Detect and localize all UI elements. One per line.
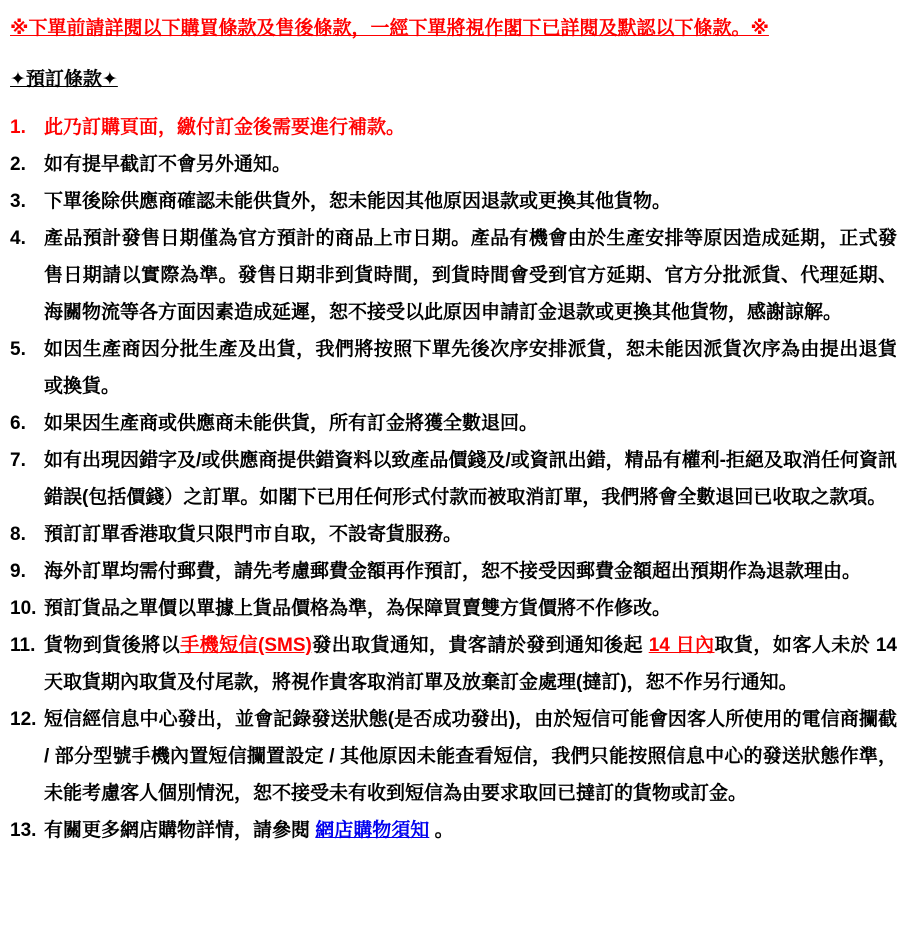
term-item-9: [10, 553, 897, 590]
term-segment: 海外訂單均需付郵費，請先考慮郵費金額再作預訂，恕不接受因郵費金額超出預期作為退款理由。: [44, 561, 862, 582]
term-number: 4.: [10, 228, 26, 249]
term-number: 13.: [10, 820, 37, 841]
term-segment: 預訂貨品之單價以單據上貨品價格為準，為保障買賣雙方貨價將不作修改。: [44, 598, 672, 619]
term-text: [44, 812, 897, 849]
term-number: 6.: [10, 413, 26, 434]
term-text: [44, 590, 897, 627]
term-number: 11.: [10, 635, 36, 656]
term-text: [44, 109, 897, 146]
term-number: 5.: [10, 339, 26, 360]
term-item-13: [10, 812, 897, 849]
term-number: 10.: [10, 598, 37, 619]
preorder-terms-title: ✦預訂條款✦: [10, 69, 118, 90]
term-item-11: [10, 627, 897, 701]
term-text: [44, 331, 897, 405]
term-text: [44, 183, 897, 220]
term-item-5: [10, 331, 897, 405]
term-text: [44, 701, 897, 812]
term-highlight: 14 日內: [648, 635, 715, 656]
purchase-notice-header: ※下單前請詳閱以下購買條款及售後條款，一經下單將視作閣下已詳閱及默認以下條款。※: [10, 18, 769, 39]
term-segment: 預訂訂單香港取貨只限門市自取，不設寄貨服務。: [44, 524, 463, 545]
term-segment: 此乃訂購頁面，繳付訂金後需要進行補款。: [44, 117, 406, 138]
term-item-6: [10, 405, 897, 442]
term-item-4: [10, 220, 897, 331]
term-text: [44, 627, 897, 701]
term-number: 3.: [10, 191, 26, 212]
term-number: 12.: [10, 709, 37, 730]
term-text: [44, 442, 897, 516]
shop-guide-link[interactable]: 網店購物須知: [315, 820, 430, 841]
term-highlight: 手機短信(SMS): [180, 635, 312, 656]
terms-list: [10, 109, 897, 849]
term-segment: 取貨，如客人未於 14 天取貨期內取貨及付尾款，將視作貴客取消訂單及放棄訂金處理(撻訂)，恕不作另行通知。: [44, 635, 897, 693]
term-text: [44, 405, 897, 442]
term-number: 8.: [10, 524, 26, 545]
term-text: [44, 516, 897, 553]
term-segment: 有關更多網店購物詳情，請參閱: [44, 820, 316, 841]
term-segment: 短信經信息中心發出，並會記錄發送狀態(是否成功發出)，由於短信可能會因客人所使用的電信商攔截 / 部分型號手機內置短信攔置設定 / 其他原因未能查看短信，我們只能按照信息中心的發送狀態作準，未能考慮客人個別情況，恕不接受未有收到短信為由要求取回已撻訂的貨物或訂金。: [44, 709, 897, 804]
term-number: 7.: [10, 450, 26, 471]
term-item-8: [10, 516, 897, 553]
term-text: [44, 146, 897, 183]
term-item-3: [10, 183, 897, 220]
term-item-7: [10, 442, 897, 516]
term-segment: 發出取貨通知，貴客請於發到通知後起: [311, 635, 649, 656]
term-text: [44, 553, 897, 590]
term-segment: 如有提早截訂不會另外通知。: [44, 154, 292, 175]
term-segment: 下單後除供應商確認未能供貨外，恕未能因其他原因退款或更換其他貨物。: [44, 191, 672, 212]
term-segment: 如有出現因錯字及/或供應商提供錯資料以致產品價錢及/或資訊出錯，精品有權利-拒絕及取消任何資訊錯誤(包括價錢）之訂單。如閣下已用任何形式付款而被取消訂單，我們將會全數退回已收取之款項。: [44, 450, 897, 508]
term-segment: 如果因生產商或供應商未能供貨，所有訂金將獲全數退回。: [44, 413, 539, 434]
term-text: [44, 220, 897, 331]
term-segment: 。: [429, 820, 454, 841]
term-number: 9.: [10, 561, 26, 582]
term-segment: 如因生產商因分批生產及出貨，我們將按照下單先後次序安排派貨，恕未能因派貨次序為由提出退貨或換貨。: [44, 339, 897, 397]
term-number: 2.: [10, 154, 26, 175]
term-segment: 產品預計發售日期僅為官方預計的商品上市日期。產品有機會由於生產安排等原因造成延期，正式發售日期請以實際為準。發售日期非到貨時間，到貨時間會受到官方延期、官方分批派貨、代理延期、海關物流等各方面因素造成延遲，恕不接受以此原因申請訂金退款或更換其他貨物，感謝諒解。: [44, 228, 897, 323]
term-item-12: [10, 701, 897, 812]
term-segment: 貨物到貨後將以: [44, 635, 181, 656]
term-number: 1.: [10, 117, 26, 138]
term-item-2: [10, 146, 897, 183]
term-item-10: [10, 590, 897, 627]
term-item-1: [10, 109, 897, 146]
